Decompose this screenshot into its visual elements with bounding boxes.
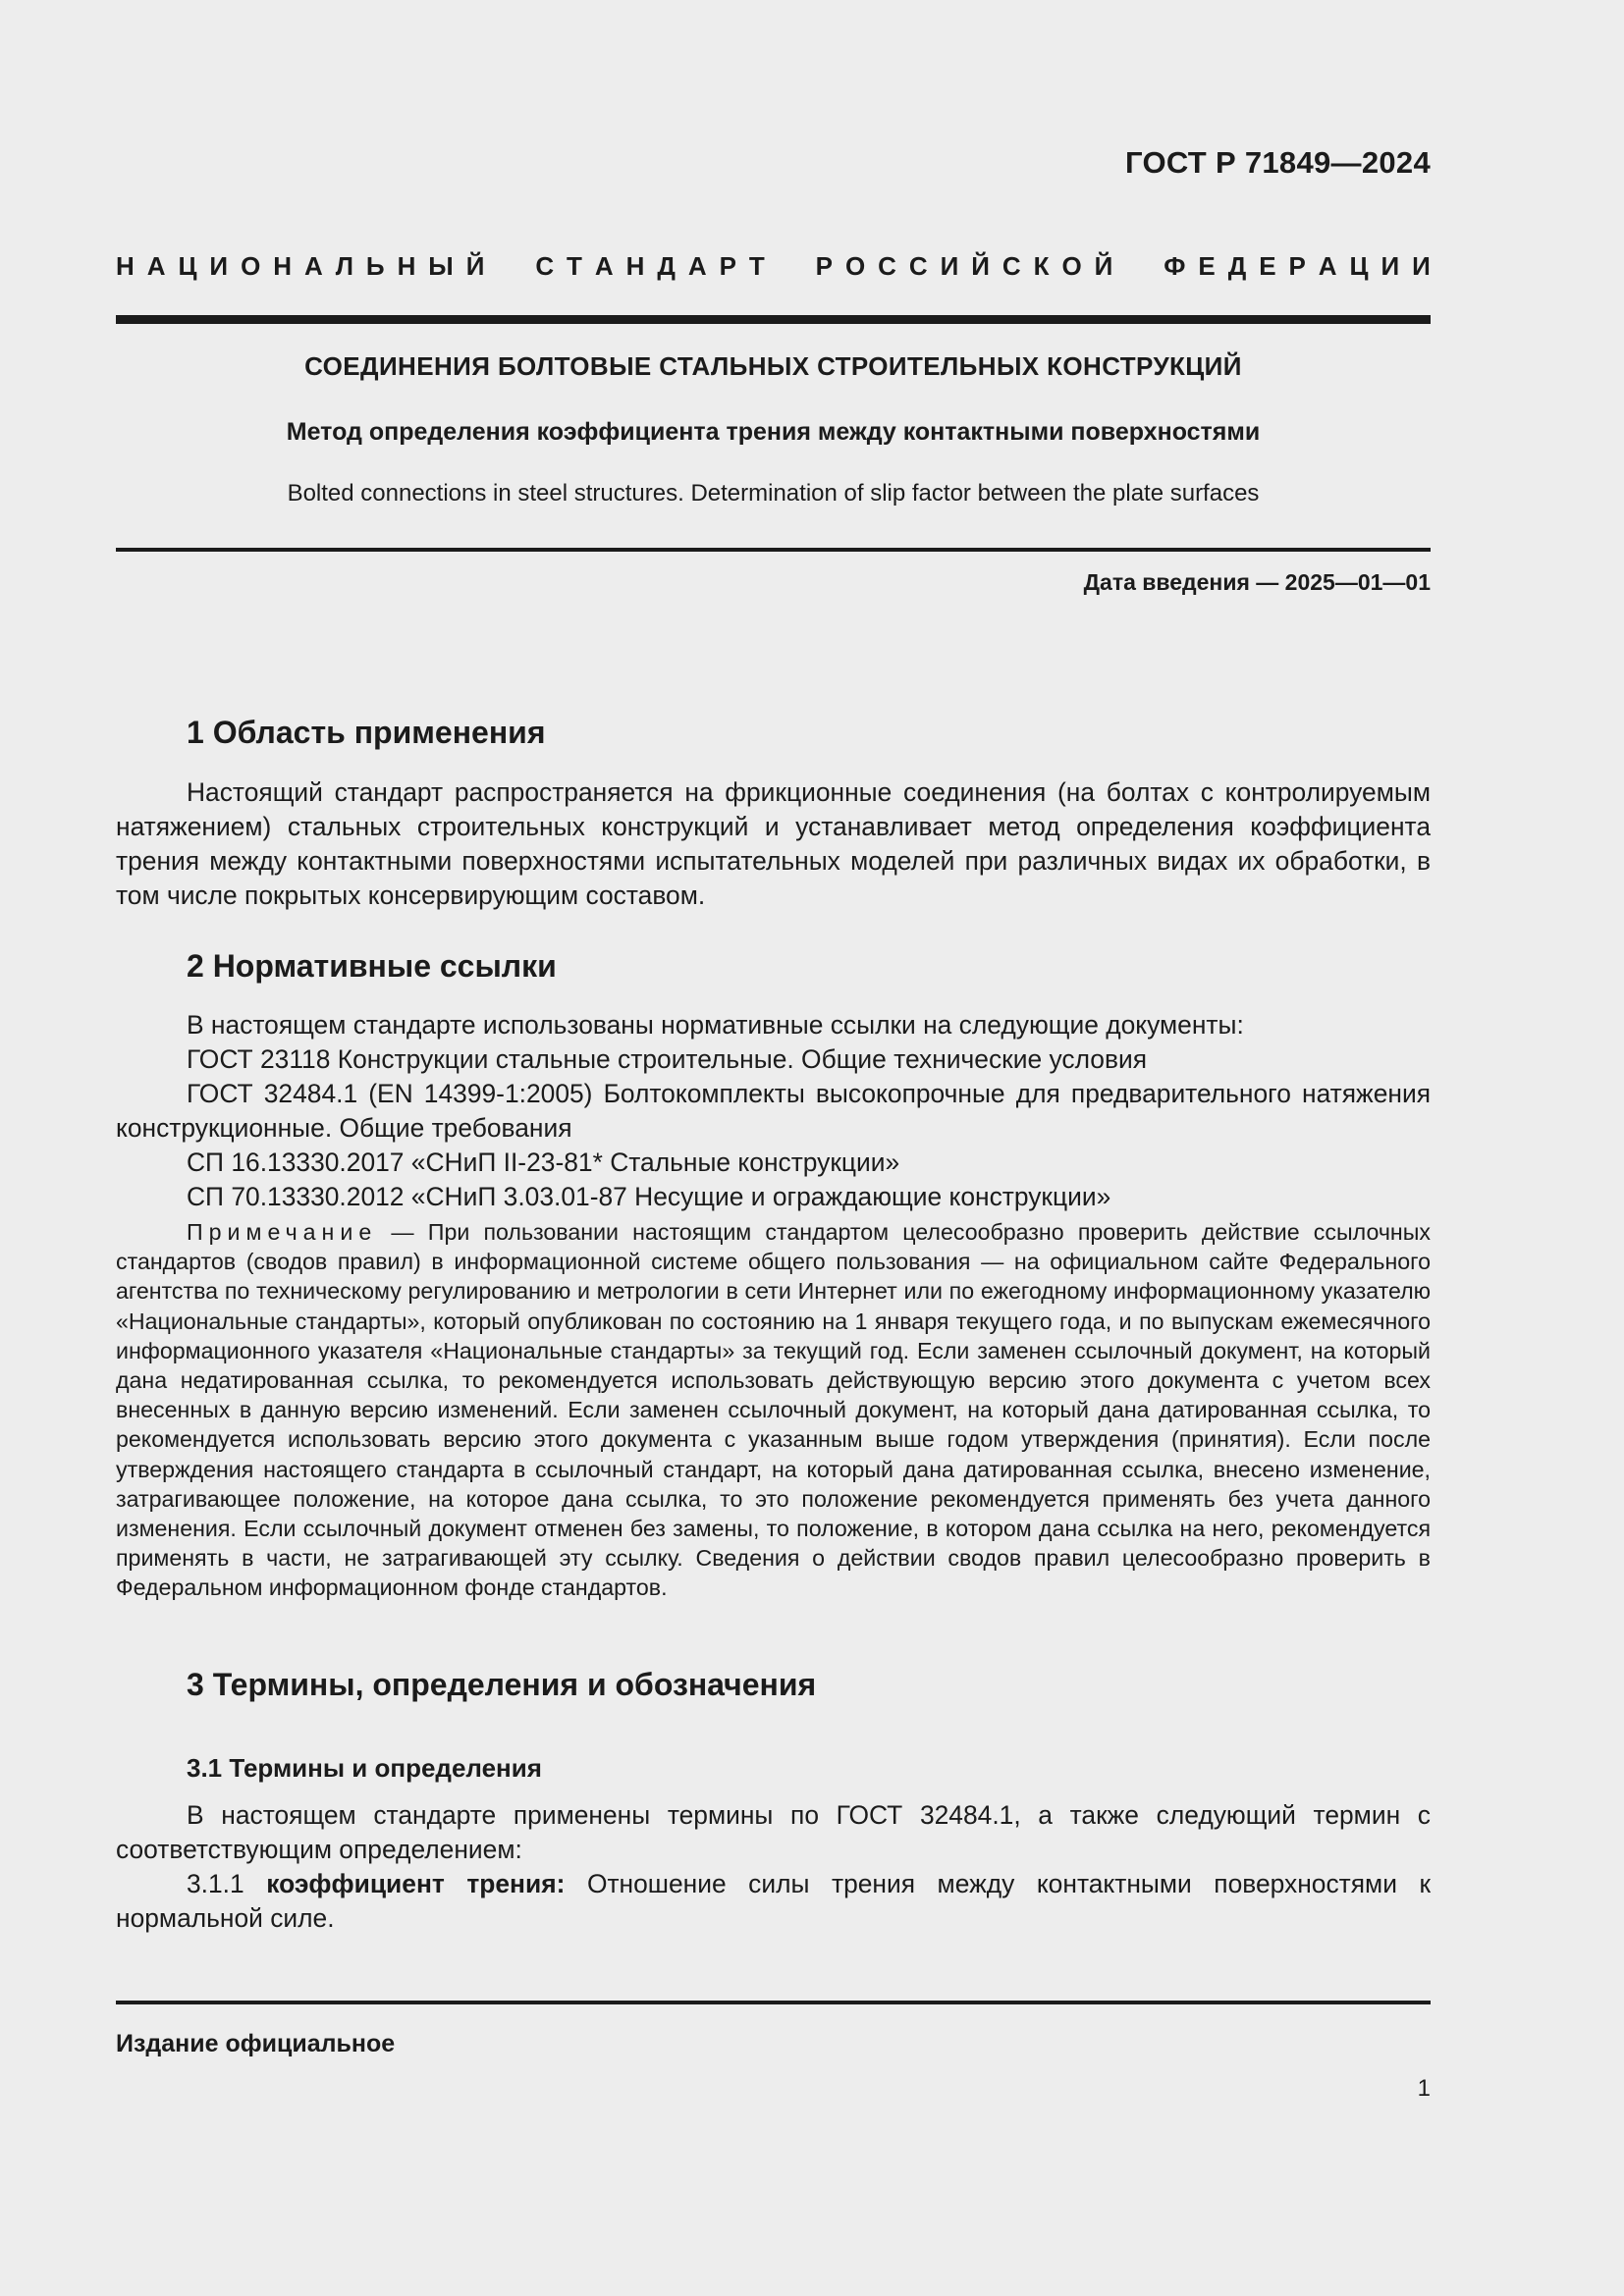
document-subtitle: Метод определения коэффициента трения между контактными поверхностями <box>286 418 1261 446</box>
section-3-heading: 3 Термины, определения и обозначения <box>187 1667 817 1702</box>
banner-letter: Л <box>335 251 353 281</box>
page-number: 1 <box>1417 2075 1431 2102</box>
document-page <box>116 0 1431 2296</box>
term-number: 3.1.1 <box>187 1869 267 1898</box>
standard-designation: ГОСТ Р 71849—2024 <box>1125 145 1431 180</box>
banner-letter: Ц <box>178 251 197 281</box>
banner-letter: Р <box>815 251 834 281</box>
banner-letter: О <box>241 251 261 281</box>
banner-letter: А <box>303 251 323 281</box>
banner-letter: Р <box>719 251 736 281</box>
banner-letter: Н <box>625 251 645 281</box>
banner-letter: Ф <box>1164 251 1186 281</box>
banner-letter: Й <box>1094 251 1113 281</box>
subsection-3-1-heading: 3.1 Термины и определения <box>187 1753 542 1783</box>
term-definition-text: Отношение силы трения между контактными поверхностями к нормальной силе. <box>116 1869 1431 1933</box>
title-divider <box>116 548 1431 552</box>
banner-letter: С <box>878 251 896 281</box>
banner-letter: Д <box>657 251 676 281</box>
reference-item: СП 70.13330.2012 «СНиП 3.03.01-87 Несущие и ограждающие конструкции» <box>187 1182 1111 1211</box>
introduction-date: Дата введения — 2025—01—01 <box>1083 569 1431 595</box>
header-divider-thick <box>116 315 1431 324</box>
banner-letter: Й <box>971 251 990 281</box>
official-edition-label: Издание официальное <box>116 2030 396 2057</box>
footer-divider <box>116 2001 1431 2004</box>
section-3-intro: В настоящем стандарте применены термины по ГОСТ 32484.1, а также следующий термин с соответствующим определением: <box>116 1800 1431 1864</box>
banner-letter: И <box>940 251 959 281</box>
english-title: Bolted connections in steel structures. Determination of slip factor between the plate surfaces <box>287 480 1260 507</box>
term-name: коэффициент трения: <box>266 1869 566 1898</box>
banner-letter: Й <box>465 251 485 281</box>
national-standard-banner <box>116 251 1431 282</box>
banner-letter: С <box>908 251 928 281</box>
banner-letter: А <box>594 251 614 281</box>
word-gap <box>497 251 522 282</box>
document-title: СОЕДИНЕНИЯ БОЛТОВЫЕ СТАЛЬНЫХ СТРОИТЕЛЬНЫХ КОНСТРУКЦИЙ <box>304 351 1242 381</box>
banner-letter: О <box>1061 251 1082 281</box>
banner-letter: Т <box>567 251 582 281</box>
banner-letter: Ь <box>365 251 385 281</box>
banner-letter: Ы <box>428 251 454 281</box>
banner-letter: Н <box>273 251 293 281</box>
reference-item: СП 16.13330.2017 «СНиП II-23-81* Стальные конструкции» <box>187 1148 900 1177</box>
reference-item: ГОСТ 32484.1 (EN 14399-1:2005) Болтокомплекты высокопрочные для предварительного натяжения конструкционные. Общие требования <box>116 1079 1431 1143</box>
banner-letter: Е <box>1259 251 1276 281</box>
banner-letter: С <box>535 251 555 281</box>
banner-letter: А <box>687 251 707 281</box>
reference-item: ГОСТ 23118 Конструкции стальные строительные. Общие технические условия <box>187 1044 1147 1074</box>
note-label: Примечание <box>187 1219 378 1245</box>
banner-letter: А <box>1318 251 1337 281</box>
banner-letter: Д <box>1227 251 1247 281</box>
section-1-text: Настоящий стандарт распространяется на фрикционные соединения (на болтах с контролируемым натяжением) стальных строительных конструкций и устанавливает метод определения коэффициента трения между контактными поверхностями испытательных моделей при различных видах их обработки, в том числе покрытых консервирующим составом. <box>116 777 1431 910</box>
banner-letter: Н <box>116 251 135 281</box>
note-text: — При пользовании настоящим стандартом целесообразно проверить действие ссылочных стандартов (сводов правил) в информационной системе общего пользования — на официальном сайте Федерального агентства по техническому регулированию и метрологии в сети Интернет или по ежегодному информационному указателю «Национальные стандарты», который опубликован по состоянию на 1 января текущего года, и по выпускам ежемесячного информационного указателя «Национальные стандарты» за текущий год. Если заменен ссылочный документ, на который дана недатированная ссылка, то рекомендуется использовать действующую версию этого документа с учетом всех внесенных в данную версию изменений. Если заменен ссылочный документ, на который дана датированная ссылка, то рекомендуется использовать версию этого документа с указанным выше годом утверждения (принятия). Если после утверждения настоящего стандарта в ссылочный стандарт, на который дана датированная ссылка, внесено изменение, затрагивающее положение, на которое дана ссылка, то это положение рекомендуется применять без учета данного изменения. Если ссылочный документ отменен без замены, то положение, в котором дана ссылка на него, рекомендуется применять в части, не затрагивающей эту ссылку. Сведения о действии сводов правил целесообразно проверить в Федеральном информационном фонде стандартов. <box>116 1219 1431 1601</box>
banner-letter: И <box>1380 251 1400 281</box>
banner-letter: Ц <box>1349 251 1369 281</box>
banner-letter: Н <box>397 251 416 281</box>
section-2-heading: 2 Нормативные ссылки <box>187 948 557 984</box>
banner-letter: И <box>209 251 229 281</box>
section-1-heading: 1 Область применения <box>187 715 546 750</box>
banner-letter: Е <box>1198 251 1216 281</box>
banner-letter: Т <box>748 251 765 281</box>
word-gap <box>1125 251 1151 282</box>
references-note <box>116 1217 1431 1603</box>
banner-letter: А <box>146 251 166 281</box>
word-gap <box>778 251 803 282</box>
banner-letter: О <box>844 251 866 281</box>
banner-letter: К <box>1033 251 1050 281</box>
term-definition <box>116 1867 1431 1936</box>
references-intro: В настоящем стандарте использованы нормативные ссылки на следующие документы: <box>187 1010 1244 1040</box>
banner-letter: И <box>1412 251 1431 281</box>
banner-letter: С <box>1001 251 1021 281</box>
banner-letter: Р <box>1288 251 1306 281</box>
